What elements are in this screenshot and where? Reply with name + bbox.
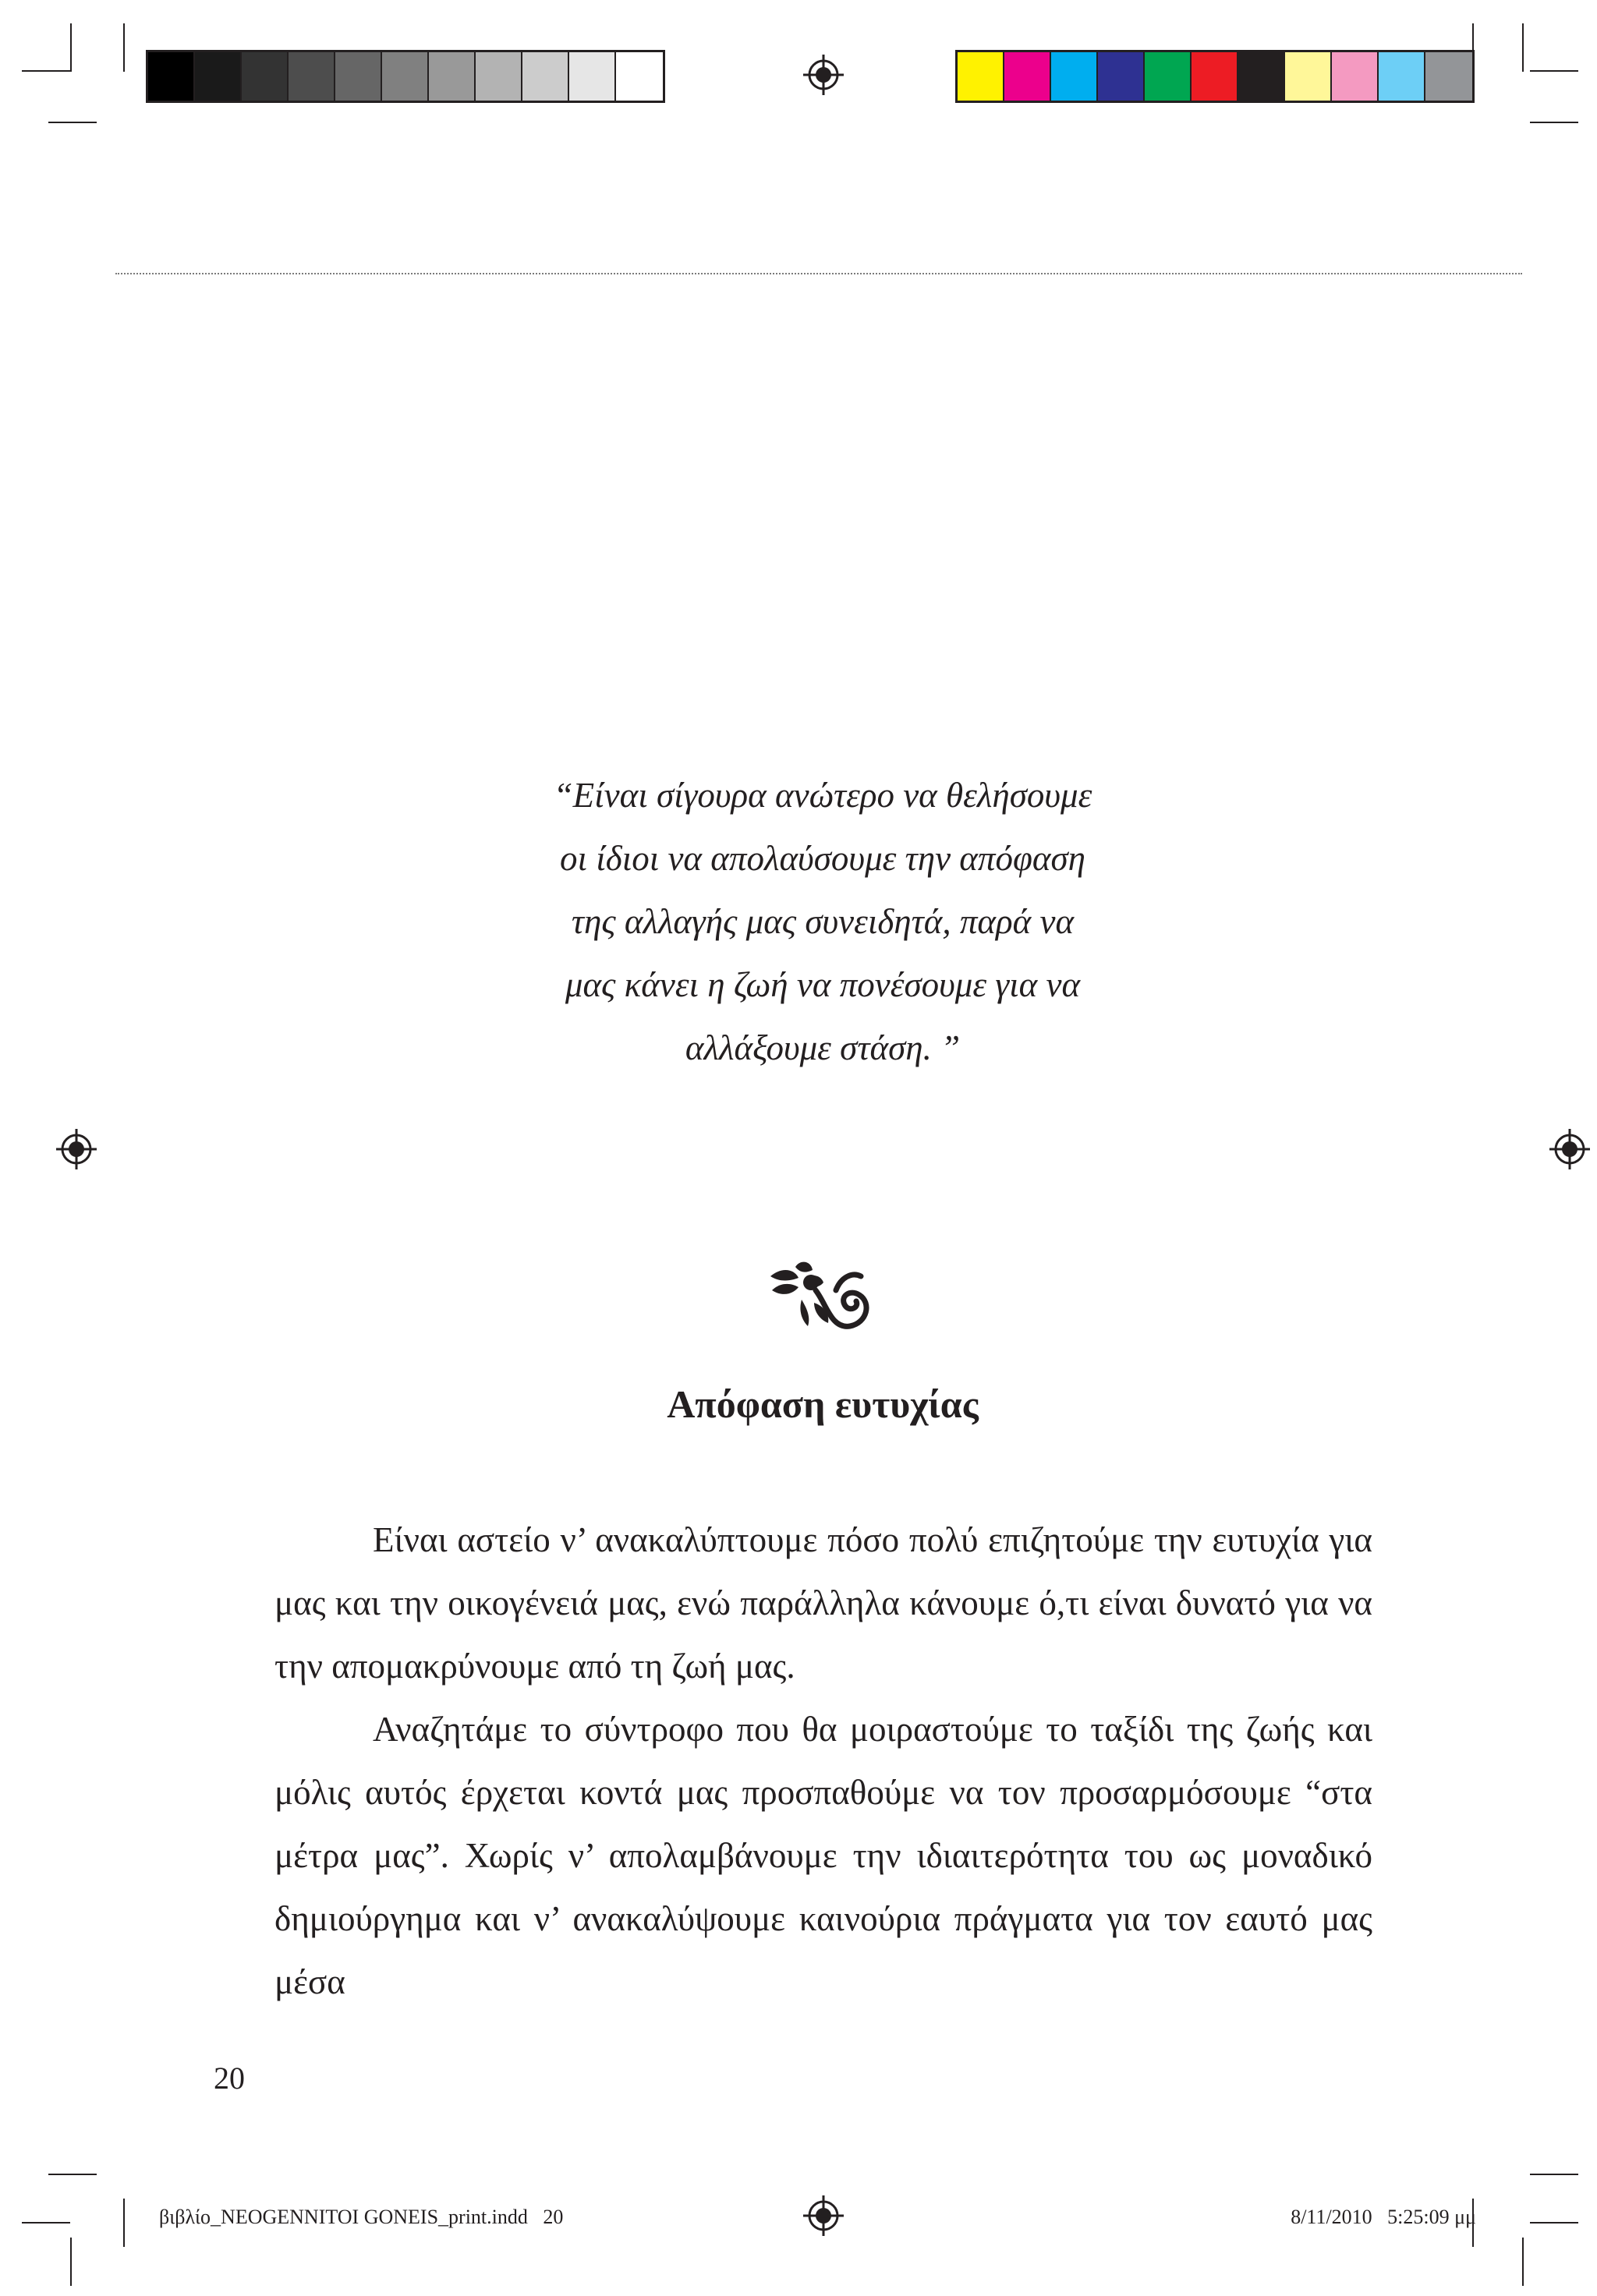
crop-mark-top-right-h — [1530, 70, 1578, 72]
grayscale-swatch — [569, 52, 616, 101]
grayscale-swatch — [616, 52, 663, 101]
section-heading: Απόφαση ευτυχίας — [667, 1382, 979, 1426]
slug-filename: βιβλίο_NEOGENNITOI GONEIS_print.indd 20 — [159, 2206, 564, 2228]
registration-mark-icon-top — [803, 55, 844, 95]
process-color-swatch — [1098, 52, 1145, 101]
quote-line: αλλάξουμε στάση. ” — [685, 1028, 961, 1067]
process-color-swatch — [1004, 52, 1051, 101]
grayscale-swatch — [289, 52, 335, 101]
grayscale-swatch — [476, 52, 522, 101]
grayscale-swatch — [335, 52, 382, 101]
process-color-swatch — [1238, 52, 1285, 101]
quote-line: οι ίδιοι να απολαύσουμε την απόφαση — [560, 839, 1085, 878]
crop-mark-top-left — [70, 23, 72, 72]
epigraph-quote — [437, 764, 1209, 1080]
crop-mark-top-right-inner-h — [1530, 122, 1578, 123]
crop-mark-bottom-left-h2 — [22, 2222, 70, 2223]
grayscale-swatch — [382, 52, 429, 101]
crop-mark-top-left-h — [22, 70, 70, 72]
crop-mark-top-left-inner — [123, 23, 125, 72]
process-color-swatch — [1332, 52, 1379, 101]
process-color-swatch — [1379, 52, 1425, 101]
process-color-swatch — [1192, 52, 1238, 101]
process-color-swatch — [1145, 52, 1192, 101]
process-color-swatch — [1051, 52, 1098, 101]
grayscale-swatch — [148, 52, 195, 101]
header-dotted-rule — [115, 273, 1522, 274]
grayscale-swatch — [429, 52, 476, 101]
crop-mark-bottom-right-h — [1530, 2174, 1578, 2175]
crop-mark-bottom-right-2 — [1522, 2238, 1524, 2286]
grayscale-swatch — [195, 52, 242, 101]
process-color-swatch — [1425, 52, 1472, 101]
crop-mark-bottom-right-h2 — [1530, 2222, 1578, 2223]
page-number: 20 — [214, 2061, 245, 2096]
process-color-swatch — [1285, 52, 1332, 101]
registration-mark-icon-bottom — [803, 2195, 844, 2236]
body-text — [274, 1509, 1372, 2014]
crop-mark-top-left-inner-h — [48, 122, 97, 123]
crop-mark-bottom-left-h — [48, 2174, 97, 2175]
quote-line: “Είναι σίγουρα ανώτερο να θελήσουμε — [553, 776, 1092, 815]
registration-mark-icon-right — [1549, 1129, 1590, 1169]
slug-datetime: 8/11/2010 5:25:09 μμ — [1291, 2206, 1476, 2228]
registration-mark-icon-left — [56, 1129, 97, 1169]
crop-mark-bottom-left-2 — [70, 2238, 72, 2286]
paragraph: Είναι αστείο ν’ ανακαλύπτουμε πόσο πολύ επιζητούμε την ευτυχία για μας και την οικογένειά μας, ενώ παράλληλα κάνουμε ό,τι είναι δυνατό για να την απομακρύνουμε από τη ζωή μας. — [274, 1520, 1372, 1686]
process-color-bar — [955, 50, 1475, 103]
process-color-swatch — [958, 52, 1004, 101]
grayscale-swatch — [242, 52, 289, 101]
crop-mark-top-right — [1522, 23, 1524, 72]
paragraph: Αναζητάμε το σύντροφο που θα μοιραστούμε το ταξίδι της ζωής και μόλις αυτός έρχεται κοντά μας προσπαθούμε να τον προσαρμόσουμε “στα μέτρα μας”. Χωρίς ν’ απολαμβάνουμε την ιδιαιτερότητα του ως μοναδικό δημιούργημα και ν’ ανακαλύψουμε καινούρια πράγματα για τον εαυτό μας μέσα — [274, 1710, 1372, 2001]
quote-line: της αλλαγής μας συνειδητά, παρά να — [571, 902, 1075, 941]
crop-mark-bottom-left — [123, 2199, 125, 2247]
grayscale-bar — [146, 50, 665, 103]
grayscale-swatch — [522, 52, 569, 101]
floral-ornament-icon — [764, 1259, 881, 1337]
quote-line: μας κάνει η ζωή να πονέσουμε για να — [565, 965, 1081, 1004]
